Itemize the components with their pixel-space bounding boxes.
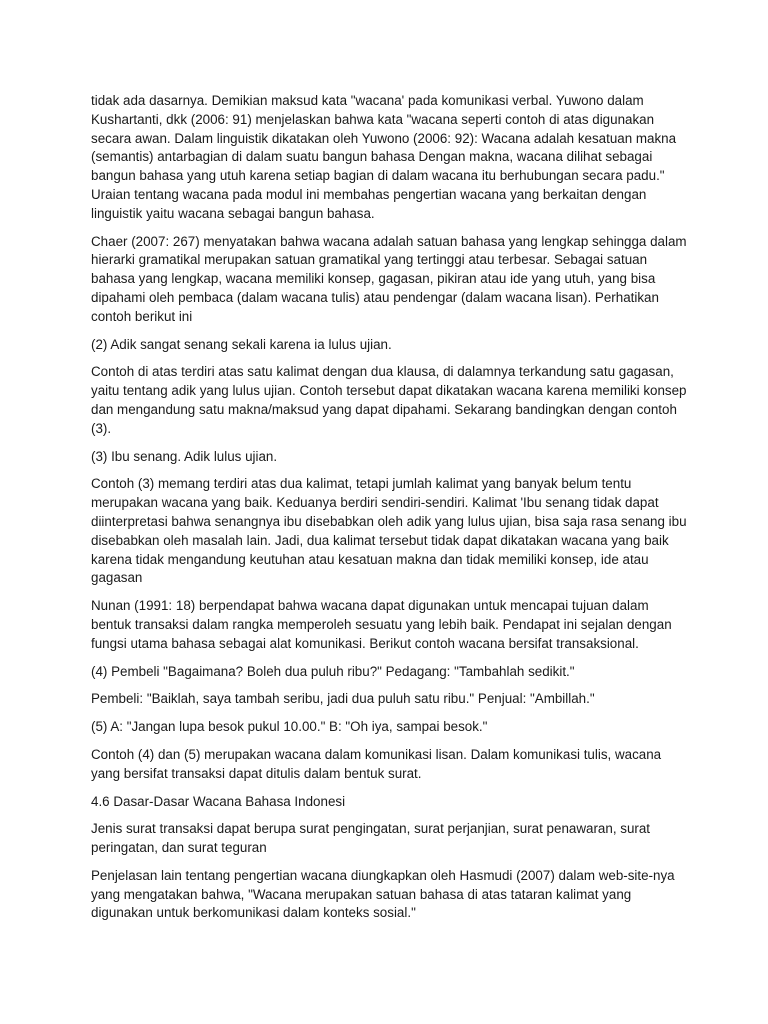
section-heading: 4.6 Dasar-Dasar Wacana Bahasa Indonesi [91, 793, 346, 809]
paragraph-hasmudi: Penjelasan lain tentang pengertian wacana diungkapkan oleh Hasmudi (2007) dalam web-site-nya yang mengatakan bahwa, "Wacana merupakan satuan bahasa di atas tataran kalimat yang digunakan untuk berkomunikasi dalam konteks sosial." [91, 867, 675, 921]
paragraph-nunan: Nunan (1991: 18) berpendapat bahwa wacana dapat digunakan untuk mencapai tujuan dalam bentuk transaksi dalam rangka memperoleh sesuatu yang lebih baik. Pendapat ini sejalan dengan fungsi utama bahasa sebagai alat komunikasi. Berikut contoh wacana bersifat transaksional. [91, 598, 672, 651]
paragraph-contoh-4-5: Contoh (4) dan (5) merupakan wacana dalam komunikasi lisan. Dalam komunikasi tulis, wacana yang bersifat transaksi dapat ditulis dalam bentuk surat. [91, 746, 662, 781]
paragraph-contoh-analysis: Contoh di atas terdiri atas satu kalimat dengan dua klausa, di dalamnya terkandung satu gagasan, yaitu tentang adik yang lulus ujian. Contoh tersebut dapat dikatakan wacana karena memiliki konsep dan mengandung satu makna/maksud yang dapat dipahami. Sekarang bandingkan dengan contoh (3). [91, 364, 687, 436]
paragraph-jenis-surat: Jenis surat transaksi dapat berupa surat pengingatan, surat perjanjian, surat penawaran, surat peringatan, dan surat teguran [91, 821, 651, 856]
paragraph-contoh-3: Contoh (3) memang terdiri atas dua kalimat, tetapi jumlah kalimat yang banyak belum tentu merupakan wacana yang baik. Keduanya berdiri sendiri-sendiri. Kalimat 'Ibu senang tidak dapat diinterpretasi bahwa senangnya ibu disebabkan oleh adik yang lulus ujian, bisa saja rasa senang ibu disebabkan oleh masalah lain. Jadi, dua kalimat tersebut tidak dapat dikatakan wacana yang baik karena tidak mengandung keutuhan atau kesatuan makna dan tidak memiliki konsep, ide atau gagasan [91, 476, 687, 586]
paragraph-wacana-verbal: tidak ada dasarnya. Demikian maksud kata "wacana' pada komunikasi verbal. Yuwono dalam Kushartanti, dkk (2006: 91) menjelaskan bahwa kata "wacana seperti contoh di atas digunakan secara awan. Dalam linguistik dikatakan oleh Yuwono (2006: 92): Wacana adalah kesatuan makna (semantis) antarbagian di dalam suatu bangun bahasa Dengan makna, wacana dilihat sebagai bangun bahasa yang utuh karena setiap bagian di dalam wacana itu berhubungan secara padu." Uraian tentang wacana pada modul ini membahas pengertian wacana yang berkaitan dengan linguistik yaitu wacana sebagai bangun bahasa. [91, 93, 677, 221]
example-2: (2) Adik sangat senang sekali karena ia lulus ujian. [91, 336, 392, 352]
example-5: (5) A: "Jangan lupa besok pukul 10.00." B: "Oh iya, sampai besok." [91, 719, 488, 735]
example-4: (4) Pembeli "Bagaimana? Boleh dua puluh ribu?" Pedagang: "Tambahlah sedikit." [91, 663, 575, 679]
document-page [91, 92, 691, 932]
example-4-continued: Pembeli: "Baiklah, saya tambah seribu, jadi dua puluh satu ribu." Penjual: "Ambillah." [91, 691, 595, 707]
example-3: (3) Ibu senang. Adik lulus ujian. [91, 448, 278, 464]
paragraph-chaer: Chaer (2007: 267) menyatakan bahwa wacana adalah satuan bahasa yang lengkap sehingga dalam hierarki gramatikal merupakan satuan gramatikal yang tertinggi atau terbesar. Sebagai satuan bahasa yang lengkap, wacana memiliki konsep, gagasan, pikiran atau ide yang utuh, yang bisa dipahami oleh pembaca (dalam wacana tulis) atau pendengar (dalam wacana lisan). Perhatikan contoh berikut ini [91, 233, 687, 324]
